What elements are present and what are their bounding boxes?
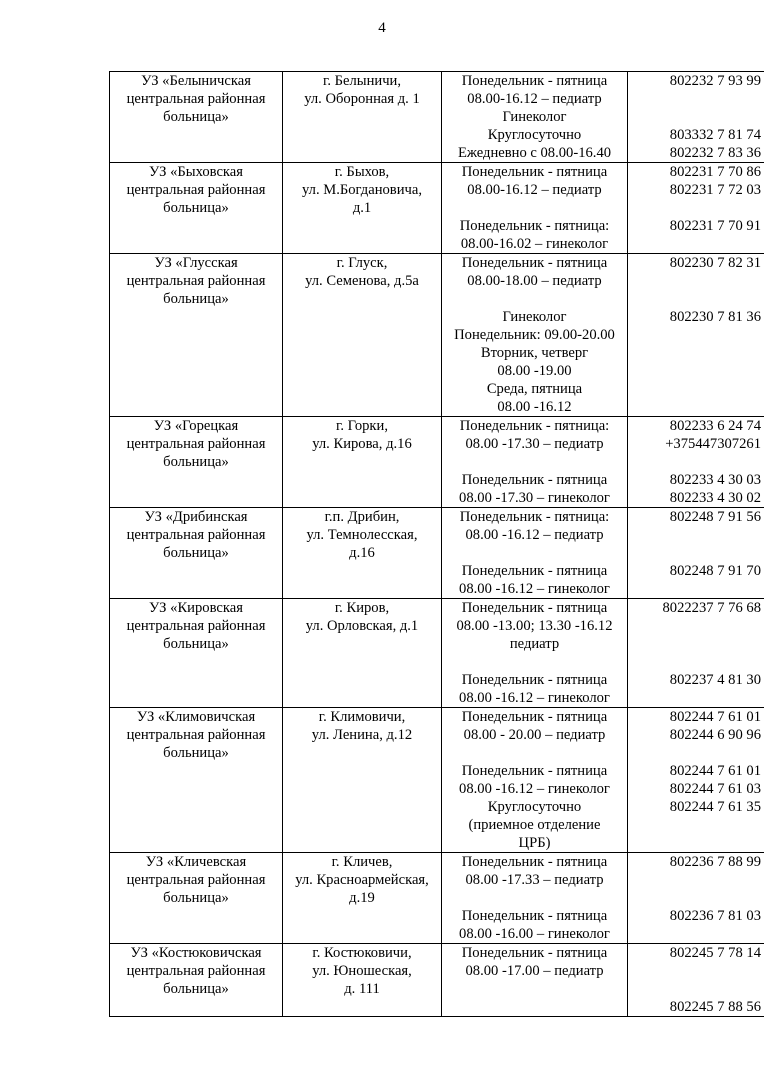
phone-number: 802230 7 81 36 xyxy=(669,309,761,325)
cell-line: больница» xyxy=(163,291,229,307)
cell-line: Гинеколог xyxy=(502,309,567,325)
cell-line: ЦРБ) xyxy=(518,835,551,851)
phone-number xyxy=(631,235,761,253)
address-cell xyxy=(283,853,442,944)
cell-line: Понедельник - пятница xyxy=(461,908,608,924)
cell-line: ул. М.Богдановича, xyxy=(302,182,422,198)
cell-line: д.19 xyxy=(349,890,375,906)
phone-number: 802248 7 91 70 xyxy=(669,563,761,579)
table-row xyxy=(110,163,764,254)
cell-line: Понедельник - пятница xyxy=(461,472,608,488)
phone-cell xyxy=(628,508,764,599)
working-hours-cell xyxy=(442,72,628,163)
phone-cell xyxy=(628,417,764,508)
cell-line: Понедельник - пятница xyxy=(461,854,608,870)
phone-number xyxy=(631,453,761,471)
table-row xyxy=(110,254,764,417)
hospital-name-cell xyxy=(110,944,283,1017)
cell-line: Понедельник - пятница xyxy=(461,763,608,779)
cell-line: г. Горки, xyxy=(336,418,388,434)
cell-line: ул. Ленина, д.12 xyxy=(311,727,413,743)
address-cell xyxy=(283,708,442,853)
cell-line: 08.00 -16.12 – гинеколог xyxy=(459,690,610,706)
cell-line: УЗ «Климовичская xyxy=(136,709,256,725)
phone-cell xyxy=(628,599,764,708)
phone-number: 802231 7 70 86 xyxy=(669,164,761,180)
cell-line: больница» xyxy=(163,200,229,216)
phone-number: 802244 6 90 96 xyxy=(669,727,761,743)
cell-line: УЗ «Быховская xyxy=(149,164,243,180)
phone-number: 802232 7 83 36 xyxy=(669,145,761,161)
phone-number: +375447307261 xyxy=(665,436,761,452)
phone-number: 802236 7 81 03 xyxy=(669,908,761,924)
cell-line: г. Глуск, xyxy=(336,255,388,271)
table-row xyxy=(110,508,764,599)
cell-line: 08.00-16.02 – гинеколог xyxy=(460,236,609,252)
cell-line: больница» xyxy=(163,636,229,652)
cell-line: г. Белыничи, xyxy=(323,73,401,89)
cell-line: Понедельник: 09.00-20.00 xyxy=(454,327,615,343)
phone-number: 802244 7 61 03 xyxy=(669,781,761,797)
address-cell xyxy=(283,72,442,163)
address-cell xyxy=(283,163,442,254)
cell-line: Круглосуточно xyxy=(487,127,582,143)
cell-line: д.16 xyxy=(349,545,375,561)
phone-number xyxy=(631,108,761,126)
phone-number: 802244 7 61 01 xyxy=(669,763,761,779)
cell-line: 08.00 -16.12 – гинеколог xyxy=(459,581,610,597)
phone-number: 802231 7 72 03 xyxy=(669,182,761,198)
phone-number xyxy=(631,526,761,544)
phone-number: 802233 6 24 74 xyxy=(669,418,761,434)
cell-line: 08.00 -19.00 xyxy=(497,363,572,379)
address-cell xyxy=(283,417,442,508)
cell-line: 08.00-16.12 – педиатр xyxy=(467,91,602,107)
phone-number xyxy=(631,653,761,671)
cell-line: Понедельник - пятница xyxy=(461,709,608,725)
phone-number: 802233 4 30 03 xyxy=(669,472,761,488)
cell-line: ул. Семенова, д.5а xyxy=(305,273,419,289)
cell-line: Понедельник - пятница xyxy=(461,164,608,180)
cell-line: ул. Темнолесская, xyxy=(306,527,418,543)
phone-number: 802244 7 61 35 xyxy=(669,799,761,815)
table-row xyxy=(110,944,764,1017)
cell-line: 08.00-18.00 – педиатр xyxy=(467,273,602,289)
phone-number xyxy=(631,834,761,852)
phone-number xyxy=(631,889,761,907)
cell-line: центральная районная xyxy=(126,963,266,979)
cell-line xyxy=(445,889,624,907)
phone-cell xyxy=(628,163,764,254)
cell-line: 08.00 -17.30 – гинеколог xyxy=(459,490,610,506)
cell-line xyxy=(445,199,624,217)
cell-line xyxy=(445,453,624,471)
phone-number xyxy=(631,544,761,562)
cell-line: Понедельник - пятница xyxy=(461,945,608,961)
phone-number: 802236 7 88 99 xyxy=(669,854,761,870)
cell-line: центральная районная xyxy=(126,727,266,743)
phone-cell xyxy=(628,944,764,1017)
cell-line: центральная районная xyxy=(126,273,266,289)
cell-line: Ежедневно с 08.00-16.40 xyxy=(457,145,612,161)
phone-number: 802245 7 78 14 xyxy=(669,945,761,961)
working-hours-cell xyxy=(442,944,628,1017)
working-hours-cell xyxy=(442,708,628,853)
working-hours-cell xyxy=(442,163,628,254)
table-row xyxy=(110,599,764,708)
cell-line: Понедельник - пятница xyxy=(461,563,608,579)
page-number: 4 xyxy=(378,20,386,36)
phone-number xyxy=(631,362,761,380)
cell-line: (приемное отделение xyxy=(468,817,601,833)
cell-line: Круглосуточно xyxy=(487,799,582,815)
cell-line: Понедельник - пятница xyxy=(461,255,608,271)
cell-line: г. Быхов, xyxy=(334,164,390,180)
cell-line: 08.00 -16.12 – педиатр xyxy=(465,527,604,543)
phone-number xyxy=(631,980,761,998)
address-cell xyxy=(283,254,442,417)
cell-line: 08.00 -17.33 – педиатр xyxy=(465,872,604,888)
cell-line: д.1 xyxy=(352,200,372,216)
cell-line: Среда, пятница xyxy=(486,381,583,397)
hospital-schedule-table xyxy=(109,71,764,1017)
working-hours-cell xyxy=(442,254,628,417)
cell-line: Понедельник - пятница: xyxy=(459,509,610,525)
phone-number: 802232 7 93 99 xyxy=(669,73,761,89)
cell-line xyxy=(445,544,624,562)
phone-cell xyxy=(628,708,764,853)
cell-line: Понедельник - пятница: xyxy=(459,418,610,434)
cell-line: ул. Оборонная д. 1 xyxy=(304,91,420,107)
cell-line xyxy=(445,980,624,998)
cell-line xyxy=(445,744,624,762)
cell-line: 08.00 -16.12 xyxy=(497,399,572,415)
cell-line: больница» xyxy=(163,981,229,997)
cell-line: Гинеколог xyxy=(502,109,567,125)
cell-line: 08.00 -17.00 – педиатр xyxy=(465,963,604,979)
cell-line: г.п. Дрибин, xyxy=(324,509,400,525)
cell-line: Понедельник - пятница: xyxy=(459,218,610,234)
cell-line: центральная районная xyxy=(126,436,266,452)
phone-number: 802230 7 82 31 xyxy=(669,255,761,271)
cell-line: ул. Красноармейская, xyxy=(295,872,429,888)
phone-number xyxy=(631,580,761,598)
table-body xyxy=(110,72,764,1017)
cell-line: ул. Орловская, д.1 xyxy=(305,618,419,634)
hospital-name-cell xyxy=(110,508,283,599)
cell-line: г. Киров, xyxy=(334,600,390,616)
cell-line: больница» xyxy=(163,109,229,125)
cell-line: Понедельник - пятница xyxy=(461,672,608,688)
cell-line: Понедельник - пятница xyxy=(461,600,608,616)
phone-number xyxy=(631,635,761,653)
working-hours-cell xyxy=(442,417,628,508)
cell-line: 08.00 -17.30 – педиатр xyxy=(465,436,604,452)
phone-number xyxy=(631,816,761,834)
cell-line: больница» xyxy=(163,745,229,761)
table-row xyxy=(110,853,764,944)
phone-number: 802244 7 61 01 xyxy=(669,709,761,725)
hospital-name-cell xyxy=(110,853,283,944)
cell-line: центральная районная xyxy=(126,872,266,888)
cell-line: центральная районная xyxy=(126,618,266,634)
cell-line: УЗ «Белыничская xyxy=(141,73,251,89)
cell-line: ул. Юношеская, xyxy=(312,963,412,979)
cell-line: больница» xyxy=(163,545,229,561)
table-row xyxy=(110,417,764,508)
cell-line xyxy=(445,653,624,671)
phone-number: 802237 4 81 30 xyxy=(669,672,761,688)
cell-line: г. Кличев, xyxy=(331,854,393,870)
working-hours-cell xyxy=(442,599,628,708)
cell-line: центральная районная xyxy=(126,527,266,543)
working-hours-cell xyxy=(442,508,628,599)
hospital-name-cell xyxy=(110,163,283,254)
cell-line: УЗ «Дрибинская xyxy=(144,509,248,525)
cell-line: УЗ «Кировская xyxy=(149,600,243,616)
cell-line: центральная районная xyxy=(126,182,266,198)
phone-number: 802245 7 88 56 xyxy=(669,999,761,1015)
phone-number xyxy=(631,398,761,416)
phone-number xyxy=(631,380,761,398)
table-row xyxy=(110,708,764,853)
hospital-name-cell xyxy=(110,599,283,708)
phone-number xyxy=(631,689,761,707)
cell-line: УЗ «Горецкая xyxy=(153,418,239,434)
phone-number: 802233 4 30 02 xyxy=(669,490,761,506)
cell-line: центральная районная xyxy=(126,91,266,107)
phone-number xyxy=(631,199,761,217)
cell-line: Понедельник - пятница xyxy=(461,73,608,89)
cell-line: д. 111 xyxy=(344,981,380,997)
hospital-name-cell xyxy=(110,254,283,417)
phone-cell xyxy=(628,853,764,944)
phone-number: 803332 7 81 74 xyxy=(669,127,761,143)
phone-number xyxy=(631,290,761,308)
cell-line: ул. Кирова, д.16 xyxy=(312,436,412,452)
cell-line: больница» xyxy=(163,890,229,906)
hospital-name-cell xyxy=(110,708,283,853)
table-row xyxy=(110,72,764,163)
cell-line: УЗ «Глусская xyxy=(154,255,238,271)
cell-line: 08.00 -13.00; 13.30 -16.12 xyxy=(456,618,613,634)
cell-line xyxy=(445,998,624,1016)
cell-line: больница» xyxy=(163,454,229,470)
phone-number xyxy=(631,744,761,762)
working-hours-cell xyxy=(442,853,628,944)
phone-number xyxy=(631,344,761,362)
cell-line: 08.00 - 20.00 – педиатр xyxy=(463,727,606,743)
cell-line: УЗ «Костюковичская xyxy=(130,945,262,961)
address-cell xyxy=(283,599,442,708)
cell-line: 08.00-16.12 – педиатр xyxy=(467,182,602,198)
address-cell xyxy=(283,944,442,1017)
cell-line xyxy=(445,290,624,308)
phone-cell xyxy=(628,254,764,417)
phone-number: 802248 7 91 56 xyxy=(669,509,761,525)
phone-number xyxy=(631,962,761,980)
cell-line: 08.00 -16.12 – гинеколог xyxy=(459,781,610,797)
phone-number: 802231 7 70 91 xyxy=(669,218,761,234)
phone-number xyxy=(631,326,761,344)
hospital-name-cell xyxy=(110,72,283,163)
address-cell xyxy=(283,508,442,599)
phone-number: 8022237 7 76 68 xyxy=(662,600,761,616)
hospital-name-cell xyxy=(110,417,283,508)
cell-line: 08.00 -16.00 – гинеколог xyxy=(459,926,610,942)
cell-line: г. Климовичи, xyxy=(318,709,406,725)
cell-line: г. Костюковичи, xyxy=(312,945,412,961)
phone-cell xyxy=(628,72,764,163)
cell-line: УЗ «Кличевская xyxy=(145,854,247,870)
cell-line: Вторник, четверг xyxy=(480,345,589,361)
phone-number xyxy=(631,925,761,943)
phone-number xyxy=(631,617,761,635)
phone-number xyxy=(631,871,761,889)
phone-number xyxy=(631,90,761,108)
phone-number xyxy=(631,272,761,290)
cell-line: педиатр xyxy=(509,636,560,652)
